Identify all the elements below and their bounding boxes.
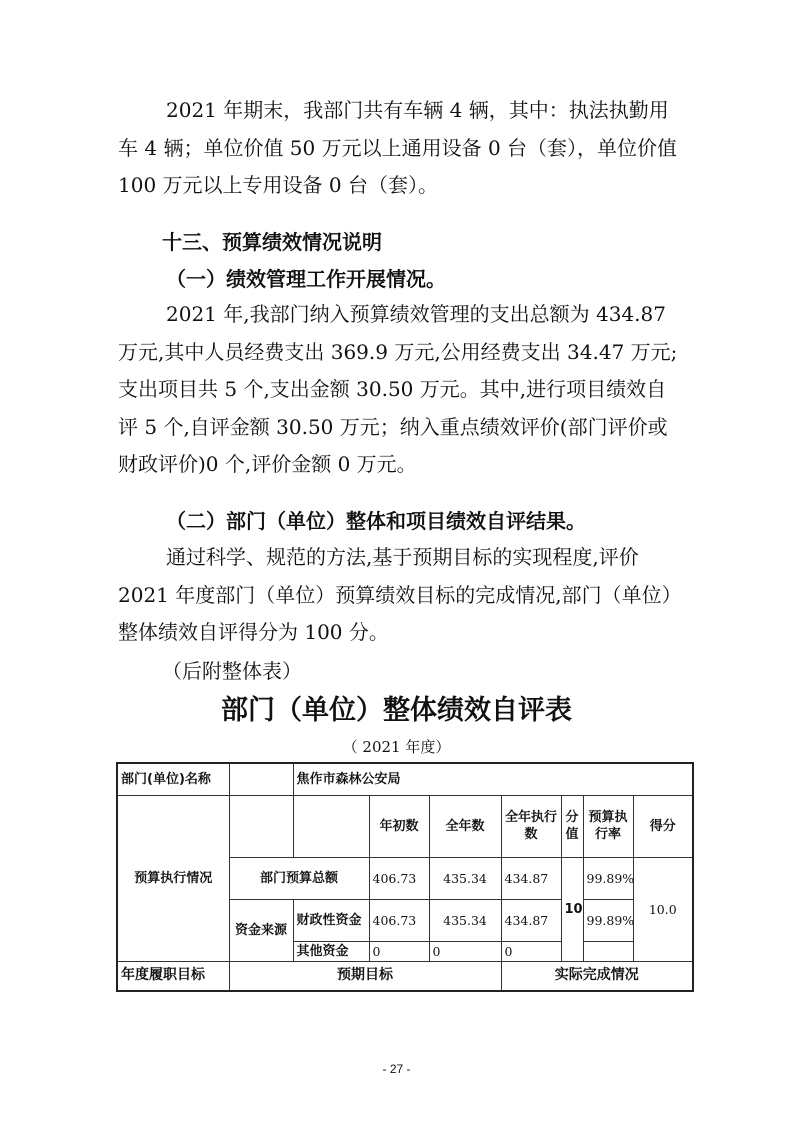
total-executed: 434.87 <box>501 857 561 899</box>
fiscal-executed: 434.87 <box>501 899 561 941</box>
total-budget-label: 部门预算总额 <box>229 857 369 899</box>
expected-goal-label: 预期目标 <box>229 961 501 991</box>
total-full-year: 435.34 <box>429 857 501 899</box>
fund-source-label: 资金来源 <box>229 899 293 961</box>
dept-name-label: 部门(单位)名称 <box>117 763 229 795</box>
col-execution-rate: 预算执行率 <box>583 795 633 857</box>
table-title: 部门（单位）整体绩效自评表 <box>221 695 572 726</box>
paragraph-self-evaluation: 通过科学、规范的方法,基于预期目标的实现程度,评价 2021 年度部门（单位）预算绩效目标的完成情况,部门（单位）整体绩效自评得分为 100 分。 <box>118 545 672 644</box>
score-value: 10 <box>561 857 583 961</box>
other-year-start: 0 <box>369 941 429 961</box>
other-full-year: 0 <box>429 941 501 961</box>
heading-subsection-1: （一）绩效管理工作开展情况。 <box>166 267 446 291</box>
dept-name-value: 焦作市森林公安局 <box>293 763 693 795</box>
heading-section-13: 十三、预算绩效情况说明 <box>162 230 382 254</box>
total-year-start: 406.73 <box>369 857 429 899</box>
col-executed: 全年执行数 <box>501 795 561 857</box>
attachment-note: （后附整体表） <box>162 659 302 683</box>
paragraph-performance-management: 2021 年,我部门纳入预算绩效管理的支出总额为 434.87 万元,其中人员经费支出 369.9 万元,公用经费支出 34.47 万元;支出项目共 5 个,支出金额 30.50 万元。其中,进行项目绩效自评 5 个,自评金额 30.50 万元；纳入重点绩效评价(部门评价或财政评价)0 个,评价金额 0 万元。 <box>118 302 678 476</box>
paragraph-vehicles: 2021 年期末，我部门共有车辆 4 辆，其中：执法执勤用车 4 辆；单位价值 50 万元以上通用设备 0 台（套），单位价值 100 万元以上专用设备 0 台（套）。 <box>118 98 678 197</box>
table-subtitle: （ 2021 年度） <box>342 738 451 756</box>
performance-table <box>116 762 694 992</box>
col-score-value: 分值 <box>561 795 583 857</box>
heading-subsection-2: （二）部门（单位）整体和项目绩效自评结果。 <box>166 509 586 533</box>
actual-completion-label: 实际完成情况 <box>501 961 693 991</box>
fiscal-rate: 99.89% <box>583 899 633 941</box>
other-executed: 0 <box>501 941 561 961</box>
fiscal-funds-label: 财政性资金 <box>293 899 369 941</box>
total-rate: 99.89% <box>583 857 633 899</box>
col-score: 得分 <box>633 795 693 857</box>
fiscal-year-start: 406.73 <box>369 899 429 941</box>
budget-execution-label: 预算执行情况 <box>117 795 229 961</box>
col-year-start: 年初数 <box>369 795 429 857</box>
score: 10.0 <box>633 857 693 961</box>
col-full-year: 全年数 <box>429 795 501 857</box>
annual-goal-label: 年度履职目标 <box>117 961 229 991</box>
other-funds-label: 其他资金 <box>293 941 369 961</box>
fiscal-full-year: 435.34 <box>429 899 501 941</box>
page-number: - 27 - <box>382 1062 411 1076</box>
